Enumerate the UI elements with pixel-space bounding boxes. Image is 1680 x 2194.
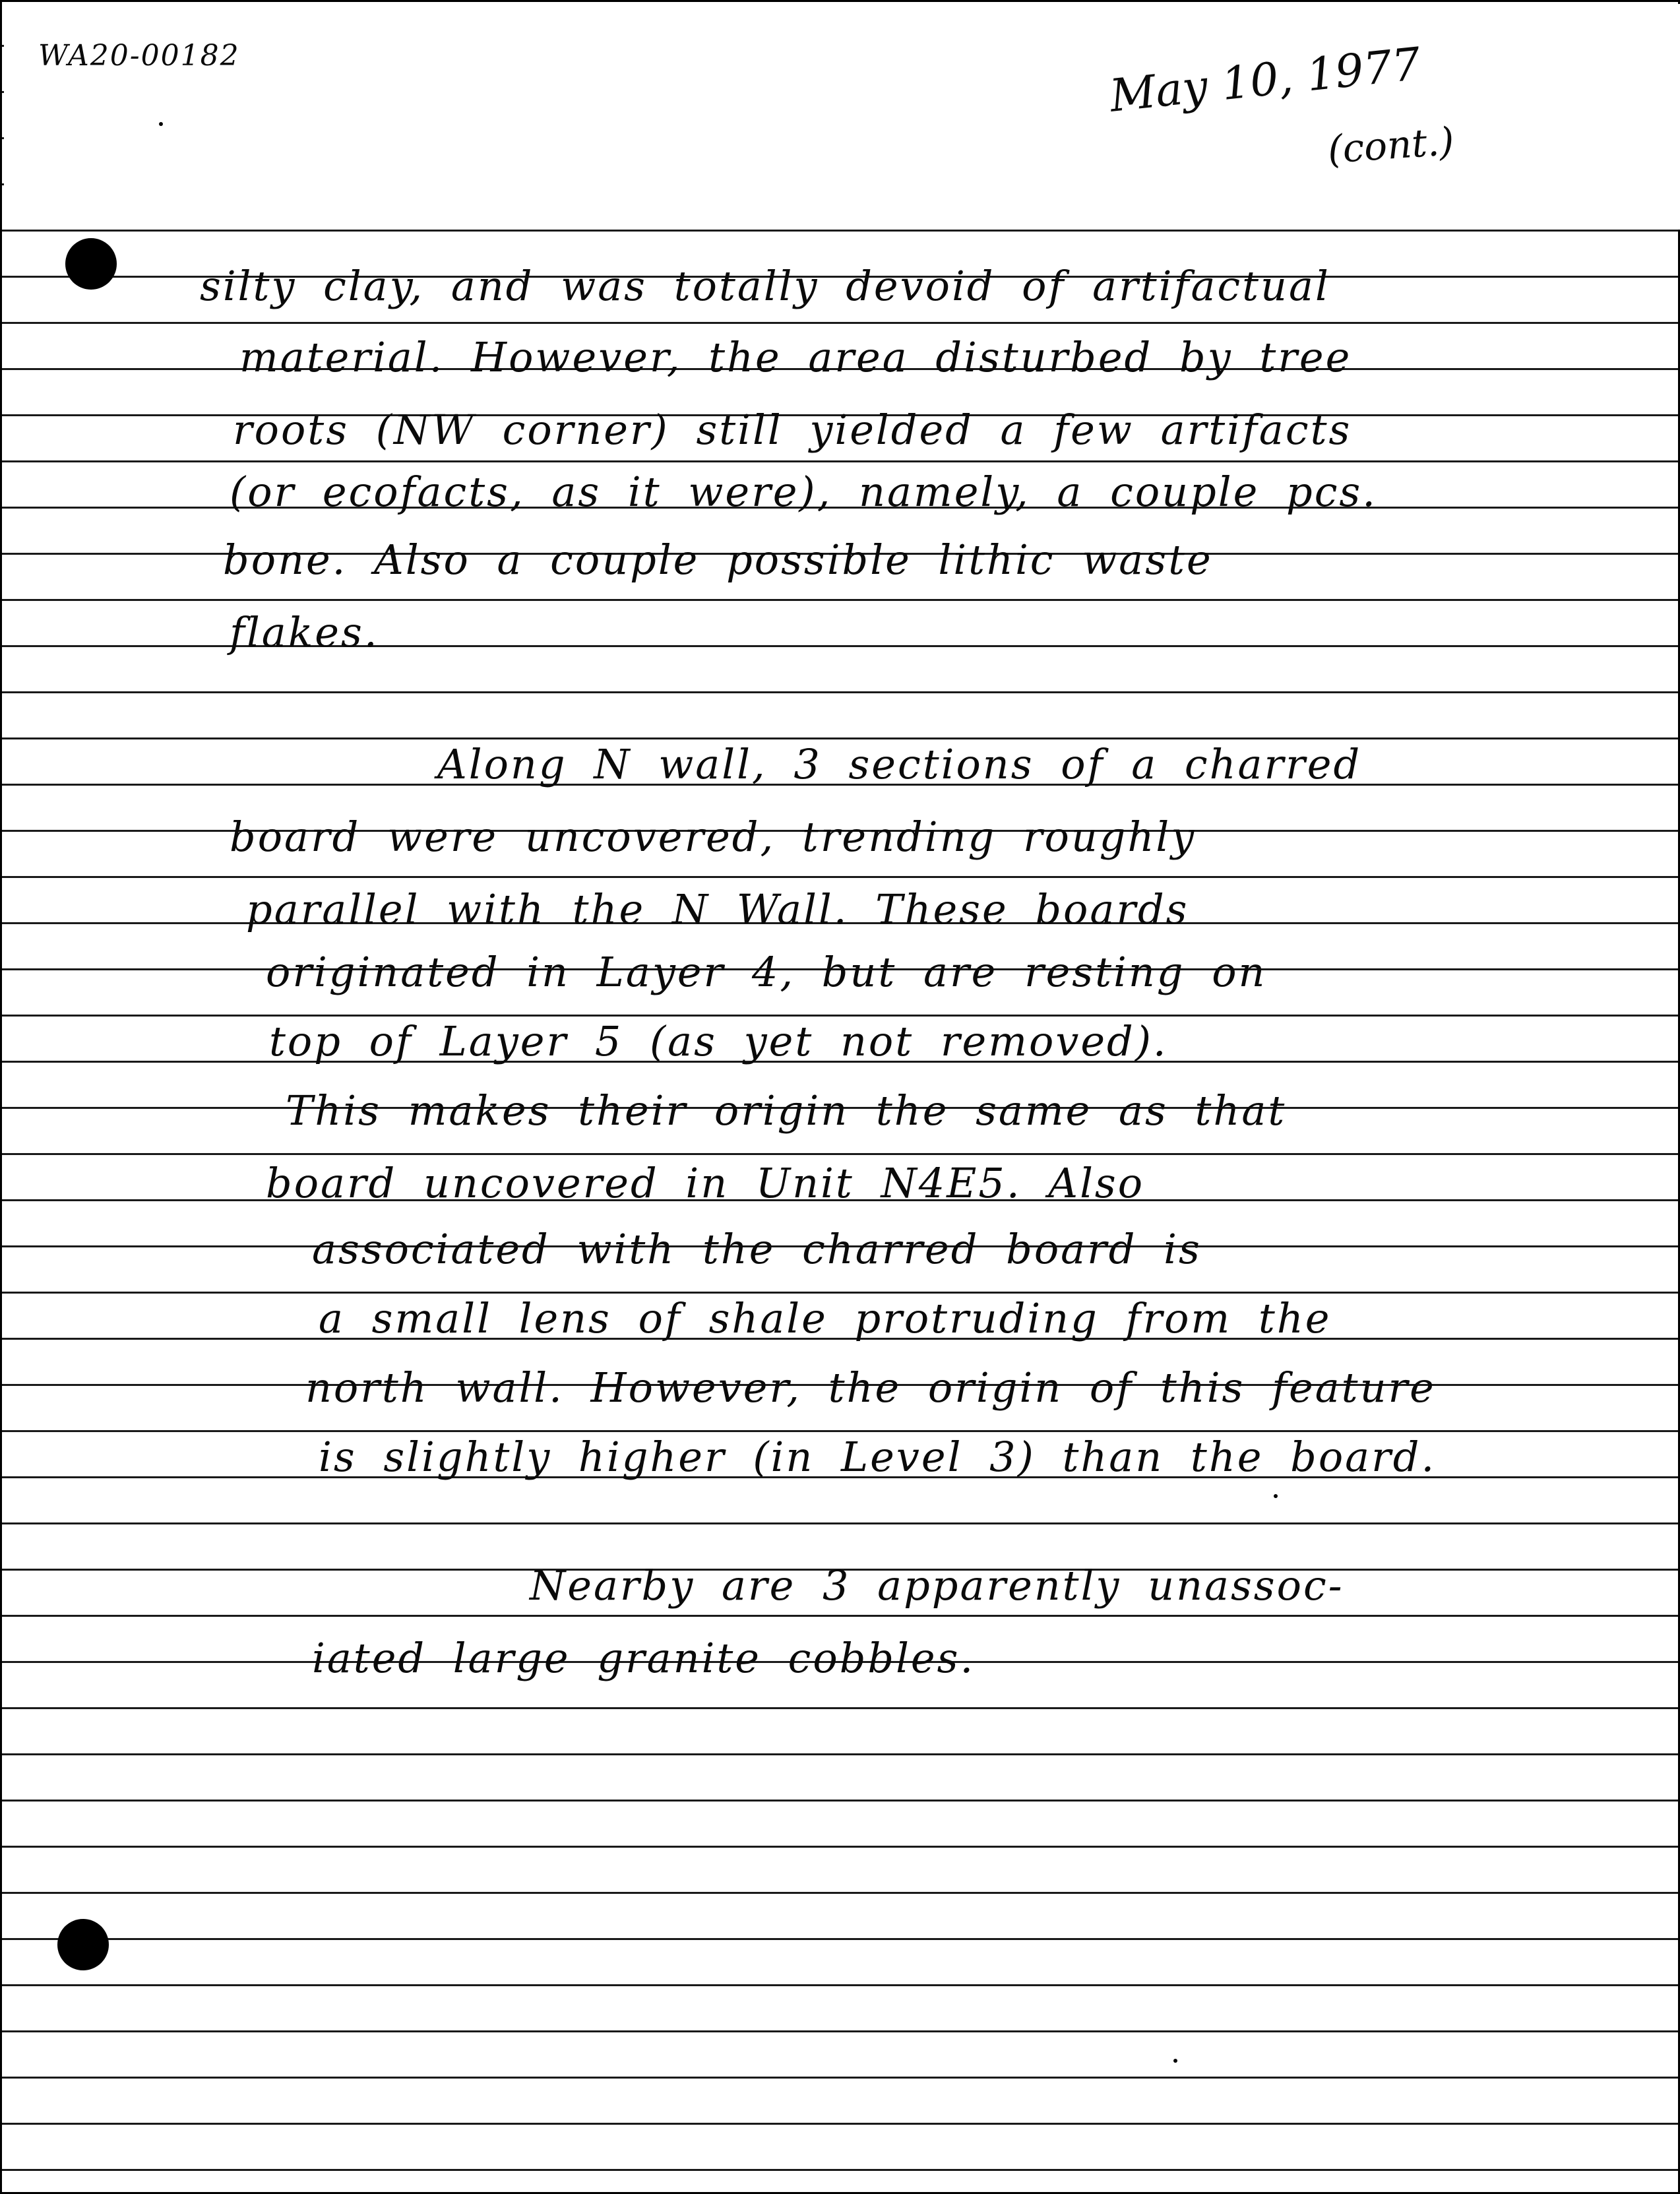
continuation-note: (cont.) [1326, 118, 1456, 172]
note-line: iated large granite cobbles. [312, 1634, 976, 1682]
note-line: associated with the charred board is [312, 1225, 1202, 1273]
note-line: top of Layer 5 (as yet not removed). [269, 1017, 1168, 1065]
document-id: WA20-00182 [38, 39, 240, 73]
page-header-area [4, 4, 1680, 230]
note-line: Nearby are 3 apparently unassoc- [530, 1561, 1344, 1610]
note-line: board were uncovered, trending roughly [230, 813, 1197, 861]
punch-hole-top [65, 238, 117, 290]
note-line: is slightly higher (in Level 3) than the board. [319, 1433, 1437, 1481]
entry-date: May 10, 1977 [1107, 38, 1423, 123]
note-line: originated in Layer 4, but are resting on [266, 948, 1267, 996]
note-line: parallel with the N Wall. These boards [246, 885, 1189, 933]
paper-speck [1173, 2059, 1177, 2063]
note-line: roots (NW corner) still yielded a few artifacts [233, 406, 1352, 454]
paper-speck [1274, 1494, 1278, 1498]
note-line: flakes. [230, 608, 379, 656]
note-line: bone. Also a couple possible lithic waste [223, 536, 1213, 584]
paper-speck [159, 122, 163, 126]
note-line: material. However, the area disturbed by tree [239, 333, 1352, 381]
note-line: Along N wall, 3 sections of a charred [437, 740, 1362, 788]
note-line: (or ecofacts, as it were), namely, a couple pcs. [230, 468, 1377, 516]
punch-hole-bottom [57, 1919, 109, 1970]
note-line: silty clay, and was totally devoid of artifactual [200, 262, 1330, 310]
note-line: north wall. However, the origin of this feature [305, 1363, 1436, 1412]
note-line: board uncovered in Unit N4E5. Also [266, 1159, 1145, 1207]
note-line: This makes their origin the same as that [286, 1086, 1287, 1135]
note-line: a small lens of shale protruding from the [319, 1294, 1332, 1342]
